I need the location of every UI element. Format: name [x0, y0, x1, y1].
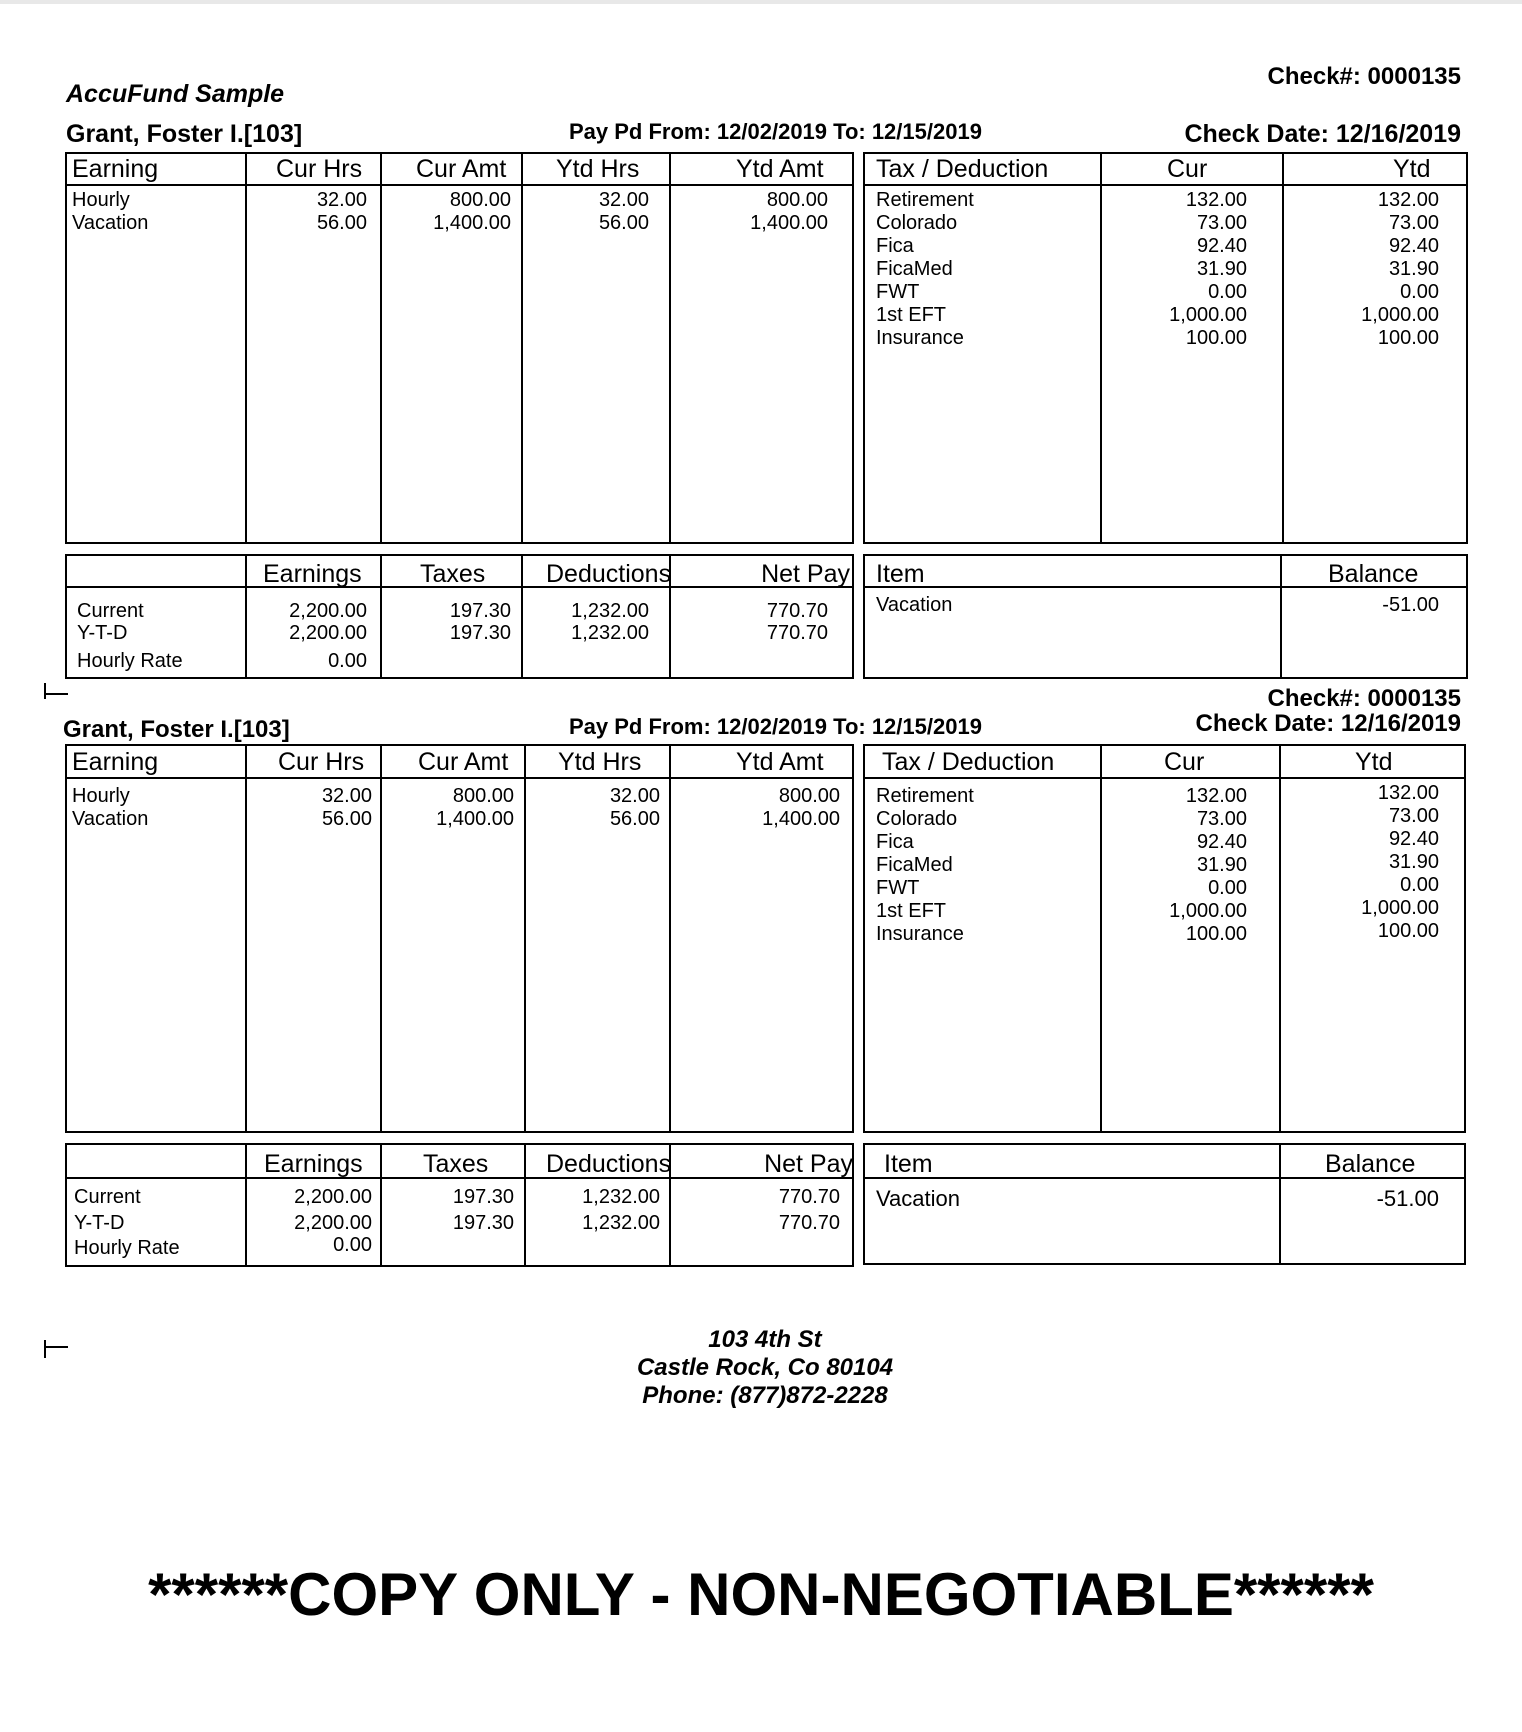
- ytd-deductions: 1,232.00: [582, 1212, 660, 1234]
- current-deductions: 1,232.00: [571, 600, 649, 622]
- page-top-edge: [0, 0, 1522, 4]
- earning-cur-hrs: 56.00: [316, 212, 367, 234]
- deduction-name: FWT: [876, 281, 920, 303]
- ytd-amt-header: Ytd Amt: [736, 155, 824, 183]
- tear-mark: [44, 693, 68, 695]
- ytd-header: Ytd: [1393, 155, 1431, 183]
- earning-header: Earning: [72, 748, 159, 776]
- earning-cur-amt: 1,400.00: [436, 808, 514, 830]
- divider: [669, 152, 671, 544]
- current-taxes: 197.30: [449, 600, 511, 622]
- deduction-ytd: 31.90: [1388, 258, 1439, 280]
- item-header: Item: [884, 1150, 933, 1178]
- company-address: [0, 1326, 1522, 1410]
- divider: [669, 744, 671, 1133]
- ytd-label: Y-T-D: [74, 1212, 125, 1234]
- deduction-name: Retirement: [876, 189, 974, 211]
- ytd-amt-header: Ytd Amt: [736, 748, 824, 776]
- deduction-ytd: 1,000.00: [1361, 304, 1439, 326]
- earning-cur-amt: 800.00: [452, 785, 514, 807]
- divider: [1100, 152, 1102, 544]
- ytd-label: Y-T-D: [77, 622, 128, 644]
- divider: [1100, 744, 1102, 1133]
- deduction-cur: 132.00: [1185, 189, 1247, 211]
- tax-deduction-header: Tax / Deduction: [882, 748, 1055, 776]
- deduction-name: Insurance: [876, 327, 964, 349]
- deduction-name: Colorado: [876, 212, 958, 234]
- check-number: Check#: 0000135: [1267, 63, 1461, 90]
- ytd-earnings: 2,200.00: [289, 622, 367, 644]
- earning-cur-hrs: 56.00: [321, 808, 372, 830]
- deduction-ytd: 1,000.00: [1361, 897, 1439, 919]
- address-line2: Castle Rock, Co 80104: [636, 1354, 894, 1381]
- divider: [380, 744, 382, 1133]
- current-net-pay: 770.70: [766, 600, 828, 622]
- current-earnings: 2,200.00: [294, 1186, 372, 1208]
- employee-name: Grant, Foster I.[103]: [63, 716, 290, 743]
- earning-ytd-amt: 1,400.00: [750, 212, 828, 234]
- deduction-name: FicaMed: [876, 854, 953, 876]
- deduction-cur: 31.90: [1196, 854, 1247, 876]
- deduction-cur: 92.40: [1196, 831, 1247, 853]
- hourly-rate-label: Hourly Rate: [77, 650, 183, 672]
- taxes-header: Taxes: [423, 1150, 489, 1178]
- deduction-cur-values: [1169, 785, 1247, 946]
- divider: [521, 152, 523, 544]
- current-label: Current: [74, 1186, 141, 1208]
- cur-header: Cur: [1167, 155, 1208, 183]
- divider: [245, 744, 247, 1133]
- earning-cur-amt: 1,400.00: [433, 212, 511, 234]
- tear-mark: [44, 683, 46, 699]
- deduction-ytd: 132.00: [1377, 189, 1439, 211]
- deduction-name: Fica: [876, 235, 914, 257]
- deduction-name: FicaMed: [876, 258, 953, 280]
- divider: [245, 152, 247, 544]
- deduction-name: 1st EFT: [876, 900, 947, 922]
- divider: [245, 554, 247, 679]
- ytd-earnings: 2,200.00: [294, 1212, 372, 1234]
- divider: [521, 554, 523, 679]
- deduction-ytd: 0.00: [1400, 281, 1439, 303]
- check-date: Check Date: 12/16/2019: [1184, 120, 1461, 148]
- earning-cur-hrs: 32.00: [321, 785, 372, 807]
- deductions-header: Deductions: [546, 1150, 672, 1178]
- earning-ytd-hrs: 56.00: [598, 212, 649, 234]
- balance-item: Vacation: [876, 594, 953, 616]
- deduction-cur: 100.00: [1185, 327, 1247, 349]
- deduction-cur: 0.00: [1208, 281, 1247, 303]
- balance-value: -51.00: [1376, 1186, 1439, 1211]
- deduction-cur: 100.00: [1185, 923, 1247, 945]
- earning-cur-amt: 800.00: [449, 189, 511, 211]
- earnings-summary-header: Earnings: [263, 560, 362, 588]
- balance-value: -51.00: [1382, 594, 1439, 616]
- tax-deduction-header: Tax / Deduction: [876, 155, 1049, 183]
- deduction-name: Fica: [876, 831, 914, 853]
- ytd-hrs-header: Ytd Hrs: [558, 748, 642, 776]
- deduction-names: [876, 785, 974, 946]
- balance-header: Balance: [1325, 1150, 1416, 1178]
- earning-ytd-amt: 800.00: [778, 785, 840, 807]
- balance-header: Balance: [1328, 560, 1419, 588]
- deduction-cur: 132.00: [1185, 785, 1247, 807]
- hourly-rate-label: Hourly Rate: [74, 1237, 180, 1259]
- divider: [1282, 152, 1284, 544]
- divider: [524, 744, 526, 1133]
- earning-name: Vacation: [72, 212, 149, 234]
- deduction-ytd: 100.00: [1377, 327, 1439, 349]
- deduction-ytd-values: [1361, 782, 1439, 943]
- deduction-cur: 73.00: [1196, 808, 1247, 830]
- divider: [380, 1143, 382, 1267]
- deduction-cur: 1,000.00: [1169, 304, 1247, 326]
- deduction-ytd: 73.00: [1388, 805, 1439, 827]
- earnings-summary-header: Earnings: [264, 1150, 363, 1178]
- current-taxes: 197.30: [452, 1186, 514, 1208]
- earning-name: Hourly: [72, 189, 130, 211]
- deduction-name: Retirement: [876, 785, 974, 807]
- deduction-cur: 73.00: [1196, 212, 1247, 234]
- pay-period: Pay Pd From: 12/02/2019 To: 12/15/2019: [569, 714, 982, 739]
- divider: [1280, 554, 1282, 679]
- earning-ytd-amt: 800.00: [766, 189, 828, 211]
- earning-name: Vacation: [72, 808, 149, 830]
- deduction-name: 1st EFT: [876, 304, 947, 326]
- non-negotiable-banner: ******COPY ONLY - NON-NEGOTIABLE******: [148, 1561, 1374, 1628]
- earning-ytd-hrs: 56.00: [609, 808, 660, 830]
- earning-ytd-hrs: 32.00: [598, 189, 649, 211]
- balance-item: Vacation: [876, 1186, 960, 1211]
- ytd-taxes: 197.30: [452, 1212, 514, 1234]
- ytd-net-pay: 770.70: [766, 622, 828, 644]
- ytd-taxes: 197.30: [449, 622, 511, 644]
- address-line1: 103 4th St: [708, 1326, 822, 1353]
- ytd-net-pay: 770.70: [778, 1212, 840, 1234]
- employee-name: Grant, Foster I.[103]: [66, 120, 303, 148]
- earning-ytd-amt: 1,400.00: [762, 808, 840, 830]
- hourly-rate-value: 0.00: [328, 650, 367, 672]
- current-net-pay: 770.70: [778, 1186, 840, 1208]
- deduction-names: [876, 189, 974, 350]
- taxes-header: Taxes: [420, 560, 486, 588]
- deductions-header: Deductions: [546, 560, 672, 588]
- deduction-cur: 0.00: [1208, 877, 1247, 899]
- cur-amt-header: Cur Amt: [418, 748, 509, 776]
- earning-header: Earning: [72, 155, 159, 183]
- address-phone: Phone: (877)872-2228: [642, 1382, 888, 1409]
- cur-hrs-header: Cur Hrs: [276, 155, 363, 183]
- deduction-name: Colorado: [876, 808, 958, 830]
- check-date: Check Date: 12/16/2019: [1195, 710, 1461, 737]
- divider: [380, 554, 382, 679]
- net-pay-header: Net Pay: [764, 1150, 853, 1178]
- divider: [245, 1143, 247, 1267]
- deduction-cur: 1,000.00: [1169, 900, 1247, 922]
- earning-ytd-hrs: 32.00: [609, 785, 660, 807]
- divider: [380, 152, 382, 544]
- deduction-name: Insurance: [876, 923, 964, 945]
- deduction-ytd: 92.40: [1388, 235, 1439, 257]
- check-number: Check#: 0000135: [1267, 685, 1461, 712]
- ytd-header: Ytd: [1355, 748, 1393, 776]
- divider: [65, 777, 854, 779]
- ytd-hrs-header: Ytd Hrs: [556, 155, 640, 183]
- current-label: Current: [77, 600, 144, 622]
- deduction-cur: 92.40: [1196, 235, 1247, 257]
- deduction-cur-values: [1169, 189, 1247, 350]
- current-deductions: 1,232.00: [582, 1186, 660, 1208]
- company-name: AccuFund Sample: [66, 80, 285, 108]
- pay-period: Pay Pd From: 12/02/2019 To: 12/15/2019: [569, 119, 982, 144]
- item-header: Item: [876, 560, 925, 588]
- deduction-ytd: 0.00: [1400, 874, 1439, 896]
- deduction-ytd: 100.00: [1377, 920, 1439, 942]
- net-pay-header: Net Pay: [761, 560, 850, 588]
- cur-hrs-header: Cur Hrs: [278, 748, 365, 776]
- earning-cur-hrs: 32.00: [316, 189, 367, 211]
- divider: [863, 777, 1466, 779]
- divider: [524, 1143, 526, 1267]
- hourly-rate-value: 0.00: [333, 1234, 372, 1256]
- divider: [65, 184, 854, 186]
- deduction-ytd-values: [1361, 189, 1439, 350]
- divider: [1279, 744, 1281, 1133]
- cur-amt-header: Cur Amt: [416, 155, 507, 183]
- deduction-ytd: 132.00: [1377, 782, 1439, 804]
- deduction-name: FWT: [876, 877, 920, 899]
- cur-header: Cur: [1164, 748, 1205, 776]
- divider: [863, 184, 1468, 186]
- deduction-ytd: 73.00: [1388, 212, 1439, 234]
- divider: [1279, 1143, 1281, 1265]
- deduction-ytd: 31.90: [1388, 851, 1439, 873]
- current-earnings: 2,200.00: [289, 600, 367, 622]
- earning-name: Hourly: [72, 785, 130, 807]
- deduction-cur: 31.90: [1196, 258, 1247, 280]
- ytd-deductions: 1,232.00: [571, 622, 649, 644]
- deduction-ytd: 92.40: [1388, 828, 1439, 850]
